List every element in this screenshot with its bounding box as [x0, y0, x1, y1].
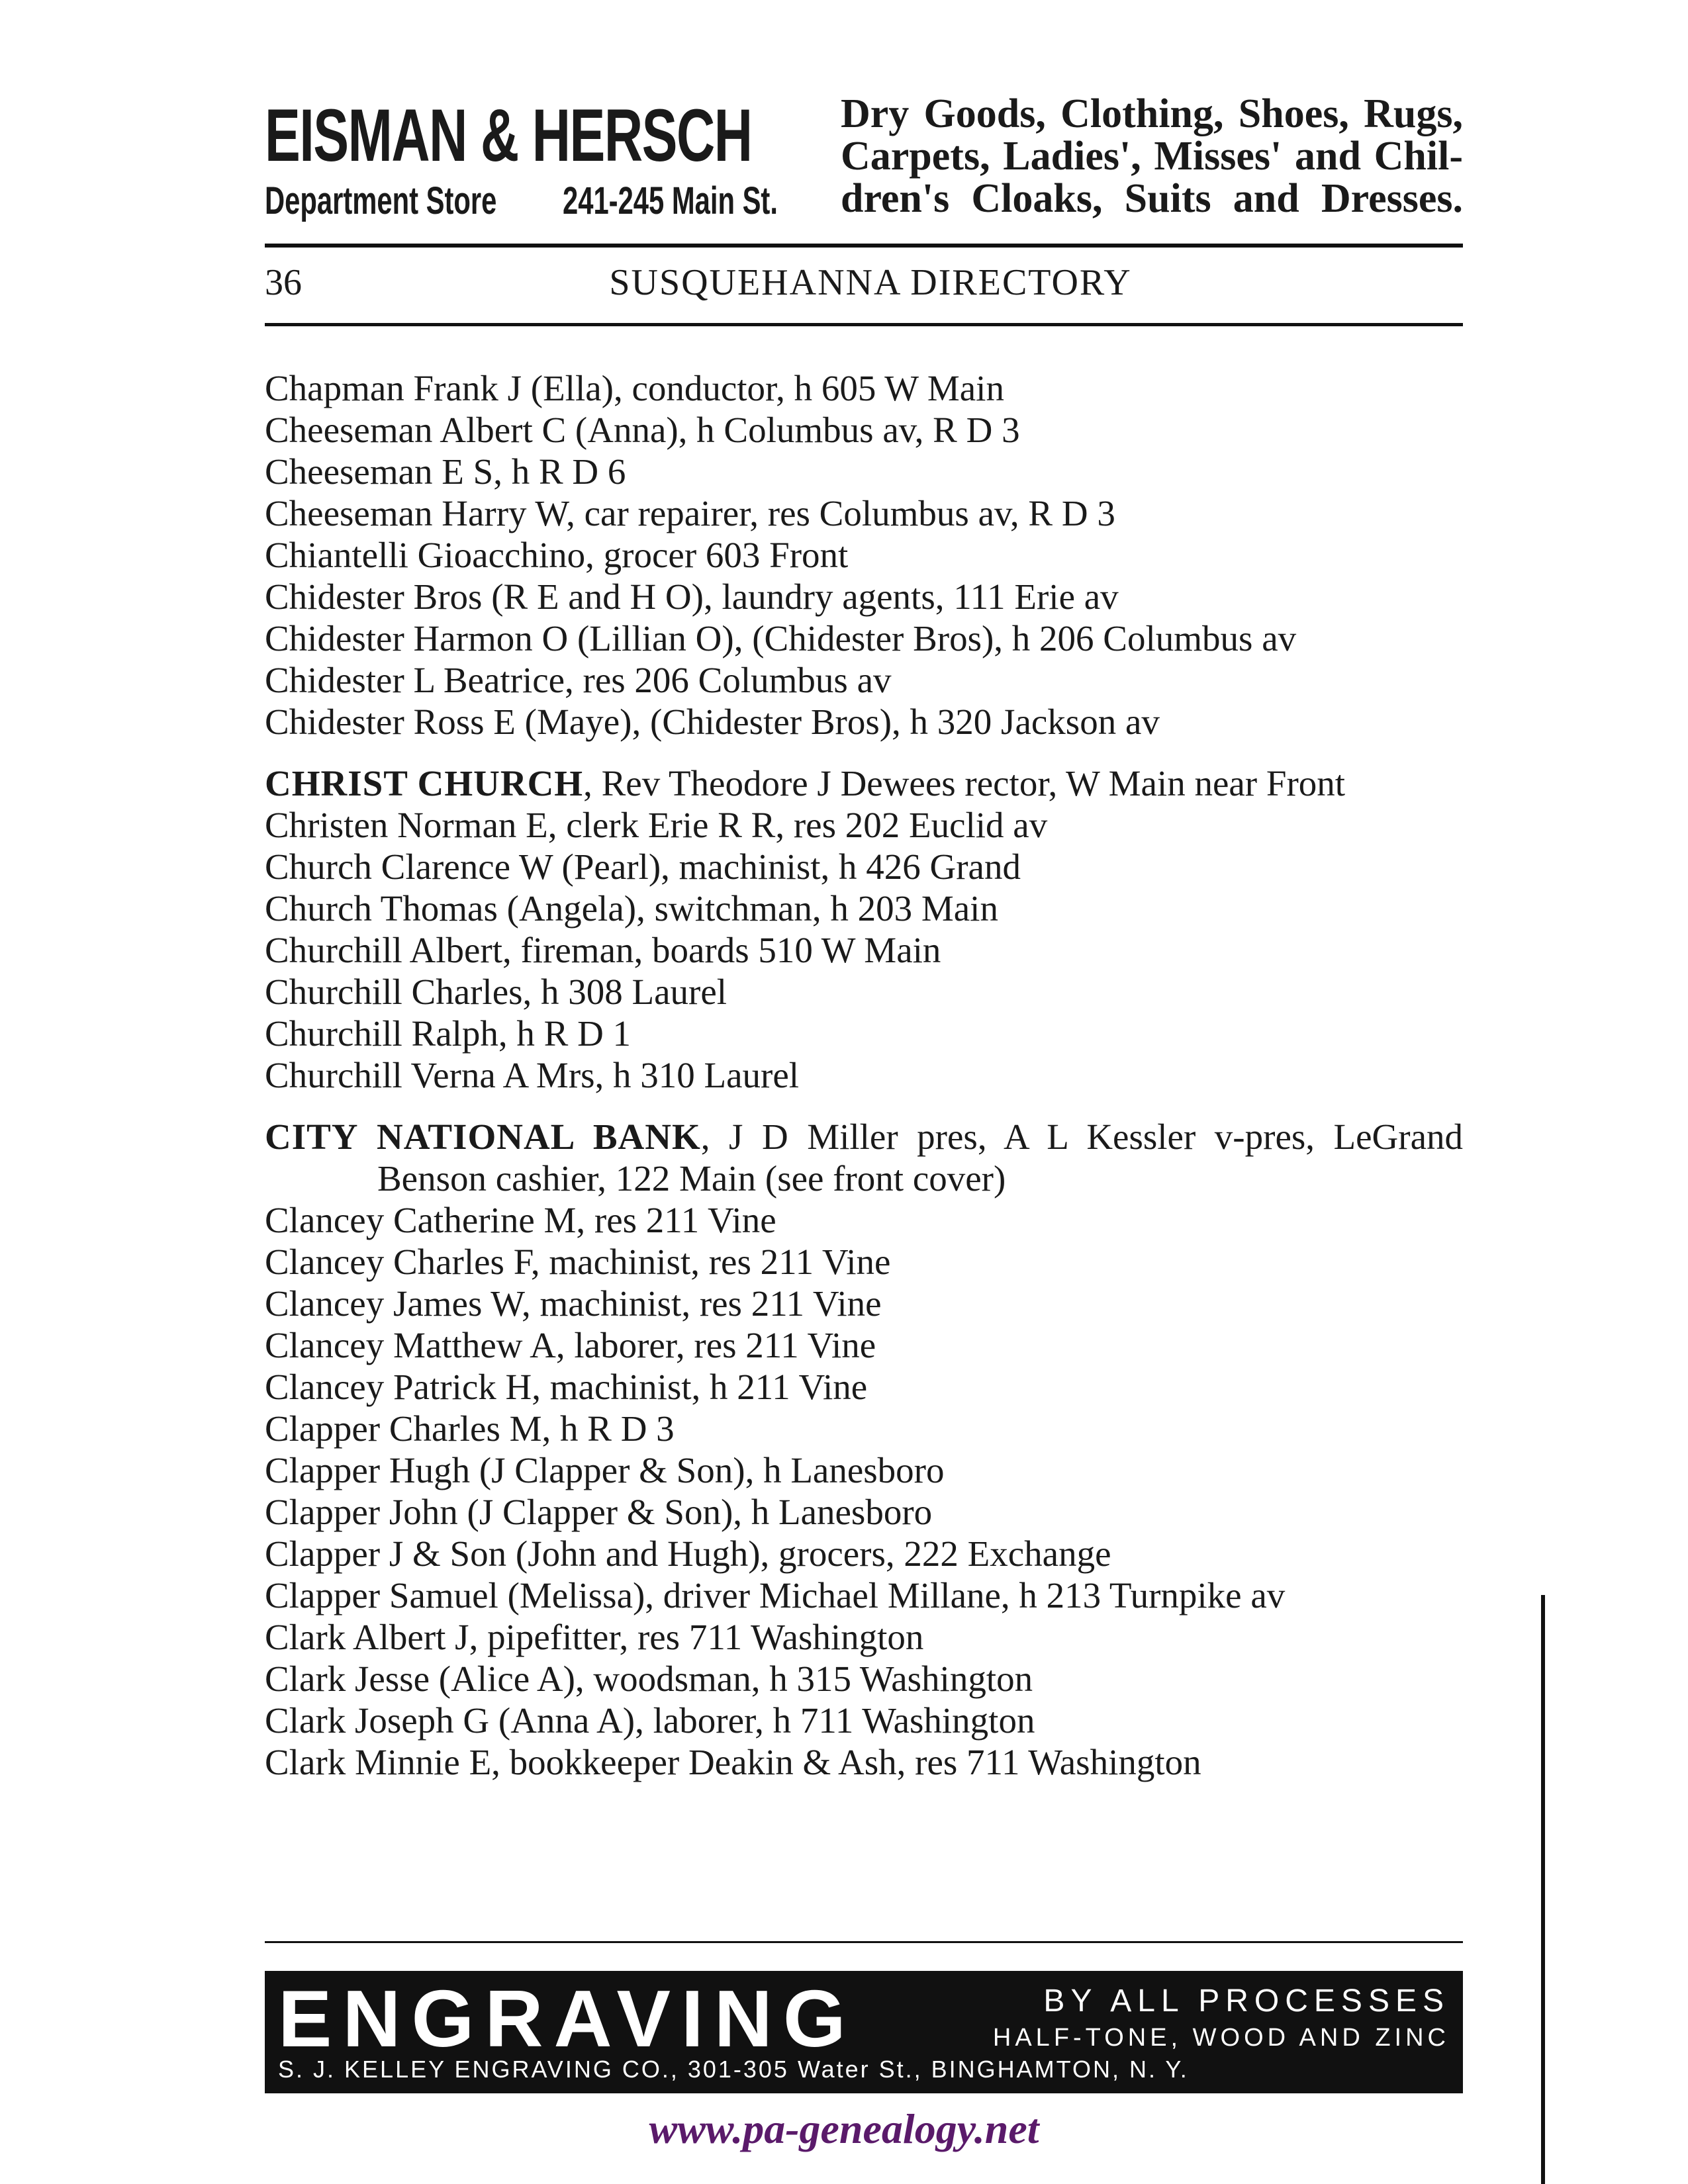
- directory-entry: Chapman Frank J (Ella), conductor, h 605 W Main: [265, 368, 1004, 408]
- page-title: SUSQUEHANNA DIRECTORY: [609, 262, 1132, 303]
- directory-entry: Clapper Hugh (J Clapper & Son), h Lanesboro: [265, 1450, 945, 1490]
- header-rule-top: [265, 244, 1463, 248]
- watermark-url: www.pa-genealogy.net: [649, 2105, 1039, 2152]
- directory-entry: Clapper Samuel (Melissa), driver Michael Millane, h 213 Turnpike av: [265, 1575, 1286, 1615]
- directory-entry: Clark Minnie E, bookkeeper Deakin & Ash, res 711 Washington: [265, 1742, 1201, 1782]
- ad-processes: BY ALL PROCESSES: [1043, 1983, 1450, 2019]
- directory-entry: Cheeseman Albert C (Anna), h Columbus av, R D 3: [265, 410, 1020, 450]
- directory-entry: Clapper Charles M, h R D 3: [265, 1408, 675, 1449]
- ad-company: S. J. KELLEY ENGRAVING CO., 301-305 Water St., BINGHAMTON, N. Y.: [278, 2056, 1189, 2083]
- directory-entry: Clapper J & Son (John and Hugh), grocers, 222 Exchange: [265, 1533, 1111, 1574]
- directory-entry: Clapper John (J Clapper & Son), h Lanesboro: [265, 1492, 933, 1532]
- directory-entry: Chidester L Beatrice, res 206 Columbus av: [265, 660, 892, 700]
- directory-entry: Clark Jesse (Alice A), woodsman, h 315 Washington: [265, 1659, 1033, 1699]
- bottom-advertisement: [265, 1971, 1463, 2093]
- ad-firm-name: EISMAN & HERSCH: [265, 94, 752, 177]
- ad-address: 241-245 Main St.: [563, 179, 778, 222]
- ad-goods-description: [841, 93, 1463, 220]
- ad-goods-line: dren's Cloaks, Suits and Dresses.: [841, 176, 1463, 221]
- directory-entry: Clancey Catherine M, res 211 Vine: [265, 1200, 776, 1240]
- ad-methods: HALF-TONE, WOOD AND ZINC: [992, 2024, 1450, 2052]
- running-head: [265, 261, 1463, 308]
- top-advertisement: [265, 93, 1463, 225]
- ad-engraving-headline: ENGRAVING: [278, 1974, 857, 2064]
- scan-edge-line: [1541, 1595, 1545, 2184]
- ad-goods-line: Carpets, Ladies', Misses' and Chil-: [841, 134, 1463, 179]
- directory-entry: Clancey Matthew A, laborer, res 211 Vine: [265, 1325, 876, 1365]
- directory-listing: [265, 367, 1463, 1783]
- directory-entry: Churchill Verna A Mrs, h 310 Laurel: [265, 1055, 800, 1095]
- directory-entry: Clark Albert J, pipefitter, res 711 Washington: [265, 1617, 924, 1657]
- directory-entry-institution: CITY NATIONAL BANK, J D Miller pres, A L Kessler v-pres, LeGrand Benson cashier, 122 Main (see front cover): [265, 1116, 1463, 1199]
- directory-entry: Christen Norman E, clerk Erie R R, res 202 Euclid av: [265, 805, 1048, 845]
- directory-entry: Chidester Bros (R E and H O), laundry agents, 111 Erie av: [265, 576, 1119, 617]
- directory-entry: Churchill Ralph, h R D 1: [265, 1013, 632, 1054]
- directory-entry: Cheeseman Harry W, car repairer, res Columbus av, R D 3: [265, 493, 1115, 533]
- header-rule-bottom: [265, 323, 1463, 326]
- directory-entry: Chiantelli Gioacchino, grocer 603 Front: [265, 535, 849, 575]
- directory-entry: Churchill Albert, fireman, boards 510 W Main: [265, 930, 941, 970]
- directory-entry: Cheeseman E S, h R D 6: [265, 451, 626, 492]
- ad-goods-line: Dry Goods, Clothing, Shoes, Rugs,: [841, 91, 1463, 136]
- directory-entry: Chidester Ross E (Maye), (Chidester Bros), h 320 Jackson av: [265, 702, 1160, 742]
- directory-entry: Chidester Harmon O (Lillian O), (Chidester Bros), h 206 Columbus av: [265, 618, 1297, 659]
- footer-rule: [265, 1941, 1463, 1943]
- ad-department-label: Department Store: [265, 179, 497, 222]
- directory-entry: Clancey Charles F, machinist, res 211 Vine: [265, 1242, 891, 1282]
- directory-entry: Clancey Patrick H, machinist, h 211 Vine: [265, 1367, 868, 1407]
- directory-entry: Churchill Charles, h 308 Laurel: [265, 972, 727, 1012]
- directory-entry: Clancey James W, machinist, res 211 Vine: [265, 1283, 882, 1324]
- directory-entry-institution: CHRIST CHURCH, Rev Theodore J Dewees rector, W Main near Front: [265, 763, 1346, 803]
- page-number: 36: [265, 262, 302, 303]
- directory-entry: Clark Joseph G (Anna A), laborer, h 711 Washington: [265, 1700, 1035, 1741]
- directory-entry: Church Thomas (Angela), switchman, h 203 Main: [265, 888, 998, 929]
- directory-entry: Church Clarence W (Pearl), machinist, h 426 Grand: [265, 846, 1021, 887]
